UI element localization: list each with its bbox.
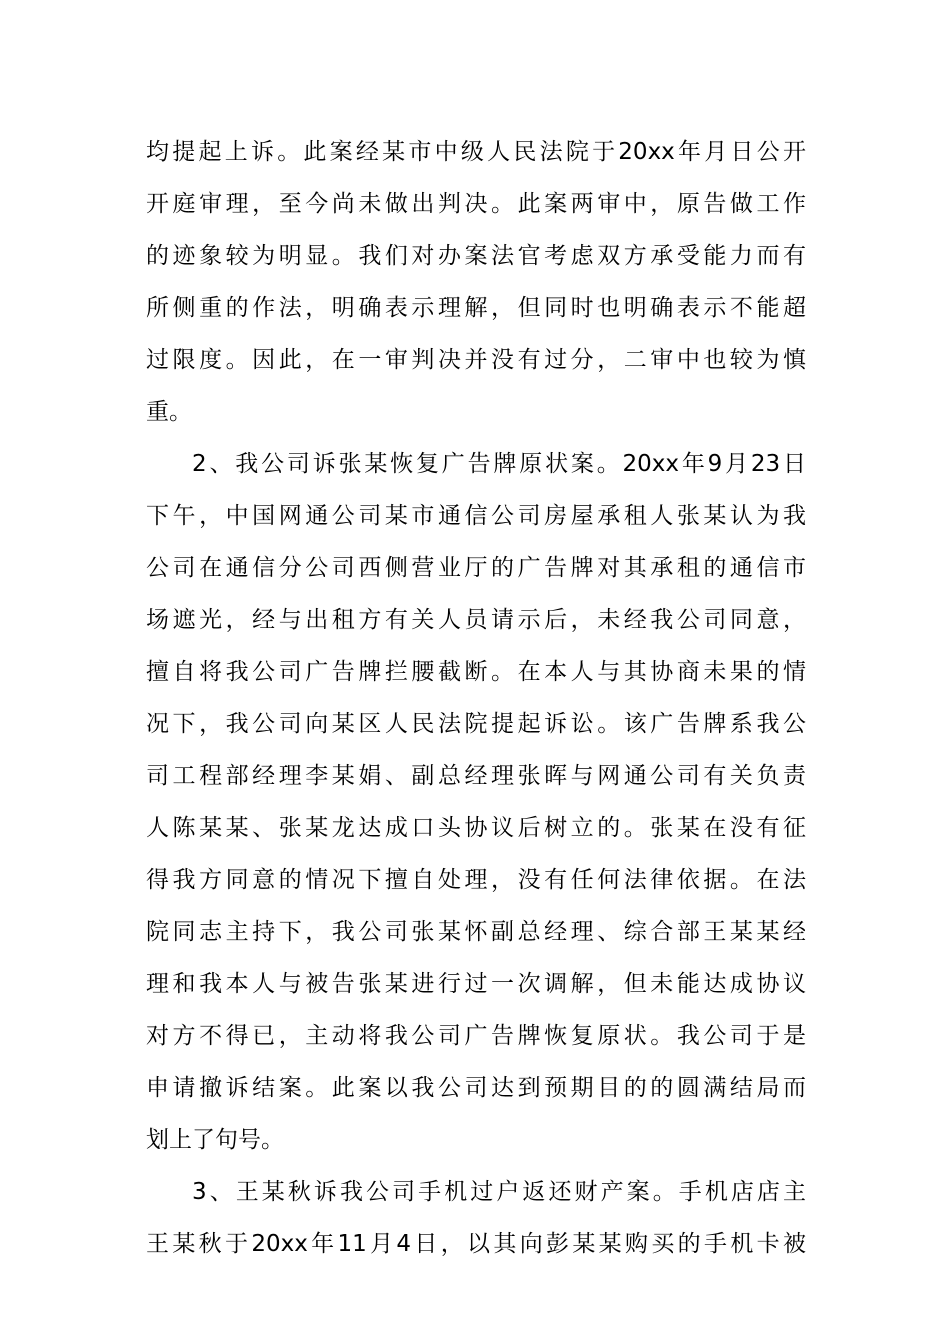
text-line: 对方不得已，主动将我公司广告牌恢复原状。我公司于是 [146,1023,806,1049]
text-line: 划上了句号。 [146,1127,284,1153]
text-line: 的迹象较为明显。我们对办案法官考虑双方承受能力而有 [146,243,806,269]
paragraph-heading-line: 2、我公司诉张某恢复广告牌原状案。20xx年9月23日 [192,451,806,477]
text-line: 况下，我公司向某区人民法院提起诉讼。该广告牌系我公 [146,711,806,737]
text-line: 公司在通信分公司西侧营业厅的广告牌对其承租的通信市 [146,555,806,581]
text-line: 司工程部经理李某娟、副总经理张晖与网通公司有关负责 [146,763,806,789]
text-line: 人陈某某、张某龙达成口头协议后树立的。张某在没有征 [146,815,806,841]
text-line: 理和我本人与被告张某进行过一次调解，但未能达成协议 [146,971,806,997]
text-line: 下午，中国网通公司某市通信公司房屋承租人张某认为我 [146,503,806,529]
paragraph-heading-line: 3、王某秋诉我公司手机过户返还财产案。手机店店主 [192,1179,806,1205]
text-line: 过限度。因此，在一审判决并没有过分，二审中也较为慎 [146,347,806,373]
text-line: 均提起上诉。此案经某市中级人民法院于20xx年月日公开 [146,139,806,165]
text-line: 申请撤诉结案。此案以我公司达到预期目的的圆满结局而 [146,1075,806,1101]
text-line: 场遮光，经与出租方有关人员请示后，未经我公司同意， [146,607,806,633]
text-line: 院同志主持下，我公司张某怀副总经理、综合部王某某经 [146,919,806,945]
text-line: 擅自将我公司广告牌拦腰截断。在本人与其协商未果的情 [146,659,806,685]
text-line: 所侧重的作法，明确表示理解，但同时也明确表示不能超 [146,295,806,321]
text-line: 重。 [146,399,192,425]
body-text [146,126,806,1270]
text-line: 开庭审理，至今尚未做出判决。此案两审中，原告做工作 [146,191,806,217]
text-line: 王某秋于20xx年11月4日，以其向彭某某购买的手机卡被 [146,1231,806,1257]
text-line: 得我方同意的情况下擅自处理，没有任何法律依据。在法 [146,867,806,893]
